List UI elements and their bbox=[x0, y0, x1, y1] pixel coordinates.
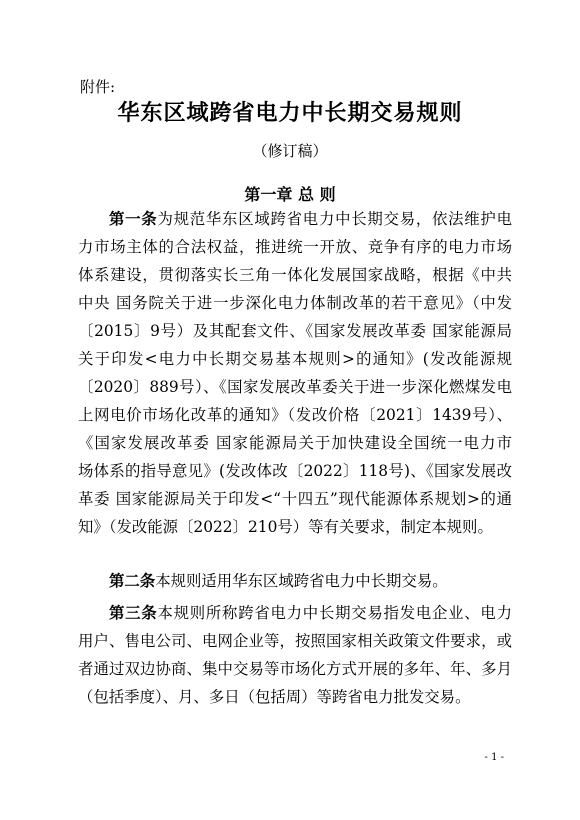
article-line: 上网电价市场化改革的通知》（发改价格〔2021〕1439号）、 bbox=[78, 406, 512, 424]
article-line: 力市场主体的合法权益，推进统一开放、竞争有序的电力市场 bbox=[78, 238, 512, 256]
article-line: 第一条为规范华东区域跨省电力中长期交易，依法维护电 bbox=[109, 210, 512, 228]
article-line: 《国家发展改革委 国家能源局关于加快建设全国统一电力市 bbox=[78, 434, 512, 452]
article-line: 革委 国家能源局关于印发<“十四五”现代能源体系规划>的通 bbox=[78, 490, 512, 508]
document-subtitle: （修订稿） bbox=[252, 142, 328, 160]
article-3 bbox=[78, 599, 512, 711]
article-line: 体系建设，贯彻落实长三角一体化发展国家战略，根据《中共 bbox=[78, 266, 512, 284]
article-line: 〔2020〕889号）、《国家发展改革委关于进一步深化燃煤发电 bbox=[78, 378, 512, 396]
article-label: 第三条 bbox=[109, 604, 158, 622]
article-label: 第一条 bbox=[109, 210, 158, 228]
article-line: 第三条本规则所称跨省电力中长期交易指发电企业、电力 bbox=[109, 604, 512, 622]
article-line: 中央 国务院关于进一步深化电力体制改革的若干意见》（中发 bbox=[78, 294, 512, 312]
article-line: 知》（发改能源〔2022〕210号）等有关要求，制定本规则。 bbox=[78, 518, 493, 536]
article-1 bbox=[78, 205, 512, 541]
document-title: 华东区域跨省电力中长期交易规则 bbox=[117, 101, 463, 126]
chapter-heading: 第一章 总 则 bbox=[244, 185, 336, 204]
article-line: 第二条本规则适用华东区域跨省电力中长期交易。 bbox=[109, 572, 448, 590]
page-number: - 1 - bbox=[484, 752, 504, 763]
article-line: 〔2015〕9号）及其配套文件、《国家发展改革委 国家能源局 bbox=[78, 322, 512, 340]
article-label: 第二条 bbox=[109, 572, 156, 590]
article-line: （包括季度）、月、多日（包括周）等跨省电力批发交易。 bbox=[78, 688, 471, 706]
article-line: 场体系的指导意见》(发改体改〔2022〕118号)、《国家发展改 bbox=[78, 462, 512, 480]
article-line: 者通过双边协商、集中交易等市场化方式开展的多年、年、多月 bbox=[78, 660, 512, 678]
annex-label: 附件: bbox=[80, 78, 116, 96]
article-line: 关于印发<电力中长期交易基本规则>的通知》(发改能源规 bbox=[78, 350, 512, 368]
article-line: 用户、售电公司、电网企业等，按照国家相关政策文件要求，或 bbox=[78, 632, 512, 650]
article-2 bbox=[78, 567, 512, 595]
